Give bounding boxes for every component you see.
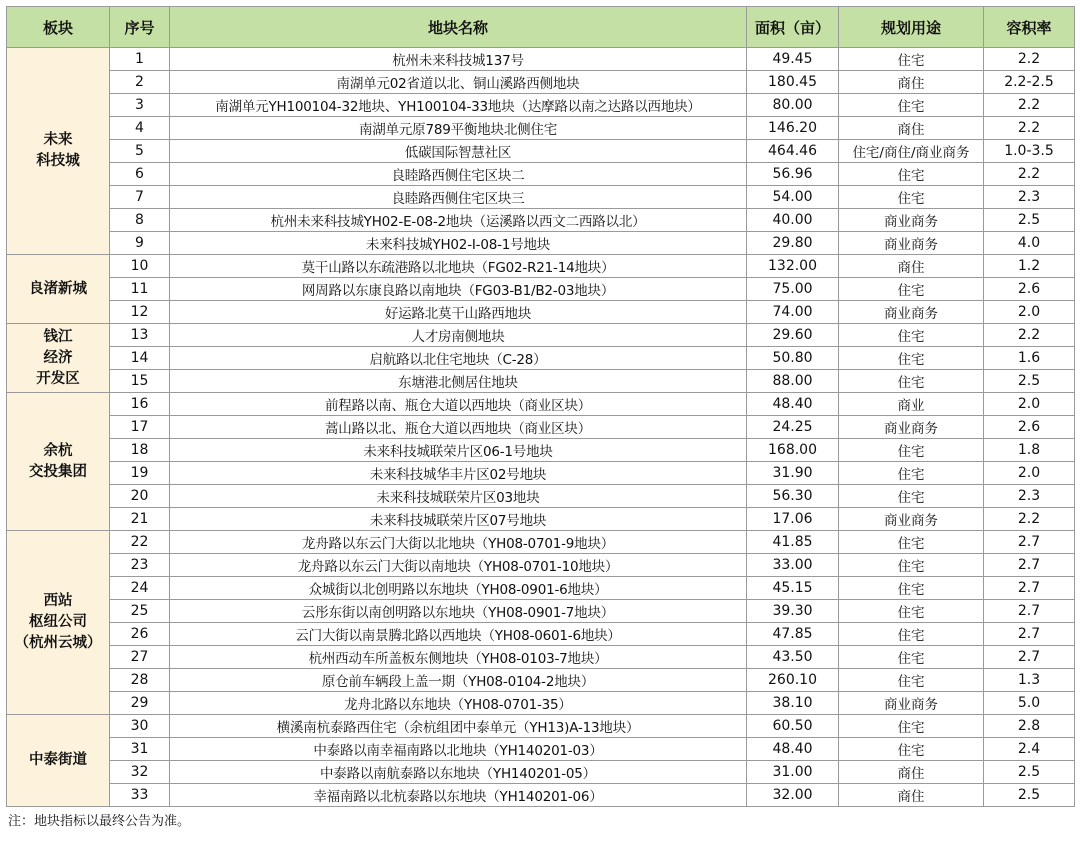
row-index: 1 (110, 48, 170, 71)
planned-use: 住宅 (839, 577, 984, 600)
area-value: 31.90 (747, 462, 839, 485)
table-row (7, 94, 1075, 117)
table-row (7, 577, 1075, 600)
table-row (7, 117, 1075, 140)
area-value: 80.00 (747, 94, 839, 117)
table-row (7, 370, 1075, 393)
plot-ratio: 2.7 (984, 577, 1075, 600)
table-row (7, 163, 1075, 186)
table-row (7, 554, 1075, 577)
footnote: 注：地块指标以最终公告为准。 (8, 814, 191, 829)
planned-use: 商业商务 (839, 508, 984, 531)
row-index: 26 (110, 623, 170, 646)
plot-ratio: 2.2 (984, 163, 1075, 186)
planned-use: 住宅 (839, 485, 984, 508)
sector-cell: 余杭 交投集团 (7, 393, 110, 531)
header-plot-ratio: 容积率 (984, 7, 1075, 48)
table-row (7, 301, 1075, 324)
parcel-name: 幸福南路以北杭泰路以东地块（YH140201-06） (170, 784, 747, 807)
table-row (7, 209, 1075, 232)
parcel-name: 云门大街以南景腾北路以西地块（YH08-0601-6地块） (170, 623, 747, 646)
parcel-name: 未来科技城YH02-I-08-1号地块 (170, 232, 747, 255)
parcel-name: 未来科技城华丰片区02号地块 (170, 462, 747, 485)
table-row (7, 738, 1075, 761)
parcel-name: 杭州未来科技城137号 (170, 48, 747, 71)
area-value: 32.00 (747, 784, 839, 807)
row-index: 16 (110, 393, 170, 416)
plot-ratio: 2.6 (984, 278, 1075, 301)
parcel-name: 众城街以北创明路以东地块（YH08-0901-6地块） (170, 577, 747, 600)
row-index: 3 (110, 94, 170, 117)
area-value: 48.40 (747, 393, 839, 416)
row-index: 15 (110, 370, 170, 393)
table-header-row (7, 7, 1075, 48)
area-value: 260.10 (747, 669, 839, 692)
area-value: 33.00 (747, 554, 839, 577)
planned-use: 商住 (839, 761, 984, 784)
plot-ratio: 1.6 (984, 347, 1075, 370)
table-row (7, 393, 1075, 416)
area-value: 40.00 (747, 209, 839, 232)
parcel-name: 人才房南侧地块 (170, 324, 747, 347)
planned-use: 住宅 (839, 669, 984, 692)
parcel-name: 南湖单元原789平衡地块北侧住宅 (170, 117, 747, 140)
planned-use: 商业商务 (839, 232, 984, 255)
area-value: 180.45 (747, 71, 839, 94)
row-index: 24 (110, 577, 170, 600)
parcel-name: 莫干山路以东疏港路以北地块（FG02-R21-14地块） (170, 255, 747, 278)
planned-use: 住宅 (839, 186, 984, 209)
parcel-name: 良睦路西侧住宅区块三 (170, 186, 747, 209)
table-row (7, 669, 1075, 692)
table-row (7, 715, 1075, 738)
sector-cell: 良渚新城 (7, 255, 110, 324)
row-index: 23 (110, 554, 170, 577)
row-index: 29 (110, 692, 170, 715)
table-row (7, 508, 1075, 531)
planned-use: 住宅 (839, 531, 984, 554)
plot-ratio: 2.5 (984, 370, 1075, 393)
area-value: 168.00 (747, 439, 839, 462)
table-row (7, 140, 1075, 163)
plot-ratio: 2.2 (984, 48, 1075, 71)
parcel-name: 未来科技城联荣片区03地块 (170, 485, 747, 508)
area-value: 48.40 (747, 738, 839, 761)
planned-use: 商住 (839, 117, 984, 140)
area-value: 45.15 (747, 577, 839, 600)
area-value: 47.85 (747, 623, 839, 646)
row-index: 19 (110, 462, 170, 485)
parcel-name: 中泰路以南航泰路以东地块（YH140201-05） (170, 761, 747, 784)
area-value: 39.30 (747, 600, 839, 623)
parcel-name: 中泰路以南幸福南路以北地块（YH140201-03） (170, 738, 747, 761)
plot-ratio: 5.0 (984, 692, 1075, 715)
plot-ratio: 2.7 (984, 600, 1075, 623)
row-index: 22 (110, 531, 170, 554)
row-index: 4 (110, 117, 170, 140)
row-index: 28 (110, 669, 170, 692)
plot-ratio: 2.2-2.5 (984, 71, 1075, 94)
table-row (7, 439, 1075, 462)
area-value: 24.25 (747, 416, 839, 439)
table-row (7, 600, 1075, 623)
row-index: 25 (110, 600, 170, 623)
area-value: 38.10 (747, 692, 839, 715)
parcel-name: 良睦路西侧住宅区块二 (170, 163, 747, 186)
plot-ratio: 2.5 (984, 761, 1075, 784)
row-index: 9 (110, 232, 170, 255)
plot-ratio: 4.0 (984, 232, 1075, 255)
plot-ratio: 2.6 (984, 416, 1075, 439)
planned-use: 商住 (839, 255, 984, 278)
area-value: 464.46 (747, 140, 839, 163)
planned-use: 住宅 (839, 623, 984, 646)
planned-use: 商业商务 (839, 209, 984, 232)
parcel-name: 前程路以南、瓶仓大道以西地块（商业区块） (170, 393, 747, 416)
parcel-name: 南湖单元02省道以北、铜山溪路西侧地块 (170, 71, 747, 94)
header-sector: 板块 (7, 7, 110, 48)
planned-use: 商业 (839, 393, 984, 416)
parcel-name: 东塘港北侧居住地块 (170, 370, 747, 393)
table-row (7, 347, 1075, 370)
area-value: 54.00 (747, 186, 839, 209)
table-row (7, 531, 1075, 554)
parcel-name: 蒿山路以北、瓶仓大道以西地块（商业区块） (170, 416, 747, 439)
parcel-name: 杭州西动车所盖板东侧地块（YH08-0103-7地块） (170, 646, 747, 669)
row-index: 8 (110, 209, 170, 232)
area-value: 31.00 (747, 761, 839, 784)
row-index: 32 (110, 761, 170, 784)
row-index: 5 (110, 140, 170, 163)
planned-use: 住宅 (839, 439, 984, 462)
row-index: 10 (110, 255, 170, 278)
planned-use: 住宅 (839, 554, 984, 577)
parcel-name: 龙舟路以东云门大街以北地块（YH08-0701-9地块） (170, 531, 747, 554)
header-parcel-name: 地块名称 (170, 7, 747, 48)
table-row (7, 71, 1075, 94)
table-row (7, 324, 1075, 347)
planned-use: 住宅 (839, 347, 984, 370)
planned-use: 住宅 (839, 738, 984, 761)
area-value: 56.96 (747, 163, 839, 186)
area-value: 43.50 (747, 646, 839, 669)
row-index: 7 (110, 186, 170, 209)
header-area: 面积（亩） (747, 7, 839, 48)
parcel-name: 龙舟北路以东地块（YH08-0701-35） (170, 692, 747, 715)
table-row (7, 784, 1075, 807)
row-index: 27 (110, 646, 170, 669)
row-index: 13 (110, 324, 170, 347)
planned-use: 住宅 (839, 324, 984, 347)
row-index: 11 (110, 278, 170, 301)
header-planned-use: 规划用途 (839, 7, 984, 48)
row-index: 20 (110, 485, 170, 508)
area-value: 75.00 (747, 278, 839, 301)
row-index: 21 (110, 508, 170, 531)
header-index: 序号 (110, 7, 170, 48)
plot-ratio: 2.7 (984, 623, 1075, 646)
plot-ratio: 2.3 (984, 186, 1075, 209)
planned-use: 住宅 (839, 370, 984, 393)
planned-use: 商住 (839, 784, 984, 807)
plot-ratio: 1.3 (984, 669, 1075, 692)
area-value: 88.00 (747, 370, 839, 393)
parcel-name: 未来科技城联荣片区06-1号地块 (170, 439, 747, 462)
parcel-name: 杭州未来科技城YH02-E-08-2地块（运溪路以西文二西路以北） (170, 209, 747, 232)
planned-use: 商住 (839, 71, 984, 94)
area-value: 50.80 (747, 347, 839, 370)
land-parcel-table (6, 6, 1075, 807)
row-index: 31 (110, 738, 170, 761)
plot-ratio: 2.2 (984, 94, 1075, 117)
planned-use: 住宅 (839, 278, 984, 301)
planned-use: 商业商务 (839, 301, 984, 324)
planned-use: 商业商务 (839, 692, 984, 715)
plot-ratio: 2.3 (984, 485, 1075, 508)
row-index: 17 (110, 416, 170, 439)
table-row (7, 232, 1075, 255)
parcel-name: 横溪南杭泰路西住宅（余杭组团中泰单元（YH13)A-13地块） (170, 715, 747, 738)
row-index: 14 (110, 347, 170, 370)
parcel-name: 原仓前车辆段上盖一期（YH08-0104-2地块） (170, 669, 747, 692)
table-row (7, 255, 1075, 278)
parcel-name: 未来科技城联荣片区07号地块 (170, 508, 747, 531)
area-value: 74.00 (747, 301, 839, 324)
parcel-name: 网周路以东康良路以南地块（FG03-B1/B2-03地块） (170, 278, 747, 301)
plot-ratio: 2.0 (984, 393, 1075, 416)
plot-ratio: 1.0-3.5 (984, 140, 1075, 163)
area-value: 132.00 (747, 255, 839, 278)
parcel-name: 低碳国际智慧社区 (170, 140, 747, 163)
planned-use: 商业商务 (839, 416, 984, 439)
planned-use: 住宅/商住/商业商务 (839, 140, 984, 163)
table-row (7, 278, 1075, 301)
plot-ratio: 2.8 (984, 715, 1075, 738)
parcel-name: 启航路以北住宅地块（C-28） (170, 347, 747, 370)
plot-ratio: 2.7 (984, 531, 1075, 554)
plot-ratio: 2.2 (984, 117, 1075, 140)
area-value: 146.20 (747, 117, 839, 140)
area-value: 56.30 (747, 485, 839, 508)
table-row (7, 623, 1075, 646)
area-value: 17.06 (747, 508, 839, 531)
planned-use: 住宅 (839, 715, 984, 738)
row-index: 12 (110, 301, 170, 324)
table-row (7, 462, 1075, 485)
table-row (7, 48, 1075, 71)
table-row (7, 485, 1075, 508)
area-value: 60.50 (747, 715, 839, 738)
table-row (7, 692, 1075, 715)
parcel-name: 好运路北莫干山路西地块 (170, 301, 747, 324)
plot-ratio: 2.0 (984, 462, 1075, 485)
row-index: 2 (110, 71, 170, 94)
planned-use: 住宅 (839, 48, 984, 71)
plot-ratio: 1.2 (984, 255, 1075, 278)
table-row (7, 761, 1075, 784)
plot-ratio: 2.5 (984, 209, 1075, 232)
plot-ratio: 2.7 (984, 554, 1075, 577)
table-row (7, 186, 1075, 209)
row-index: 30 (110, 715, 170, 738)
parcel-name: 云彤东街以南创明路以东地块（YH08-0901-7地块） (170, 600, 747, 623)
planned-use: 住宅 (839, 163, 984, 186)
sector-cell: 中泰街道 (7, 715, 110, 807)
area-value: 29.80 (747, 232, 839, 255)
plot-ratio: 2.7 (984, 646, 1075, 669)
plot-ratio: 2.2 (984, 324, 1075, 347)
planned-use: 住宅 (839, 600, 984, 623)
parcel-name: 南湖单元YH100104-32地块、YH100104-33地块（达摩路以南之达路以西地块） (170, 94, 747, 117)
table-row (7, 416, 1075, 439)
sector-cell: 钱江 经济 开发区 (7, 324, 110, 393)
parcel-name: 龙舟路以东云门大街以南地块（YH08-0701-10地块） (170, 554, 747, 577)
plot-ratio: 2.4 (984, 738, 1075, 761)
sector-cell: 西站 枢纽公司 （杭州云城） (7, 531, 110, 715)
plot-ratio: 2.0 (984, 301, 1075, 324)
table-row (7, 646, 1075, 669)
row-index: 33 (110, 784, 170, 807)
sector-cell: 未来 科技城 (7, 48, 110, 255)
row-index: 18 (110, 439, 170, 462)
plot-ratio: 2.5 (984, 784, 1075, 807)
plot-ratio: 1.8 (984, 439, 1075, 462)
plot-ratio: 2.2 (984, 508, 1075, 531)
planned-use: 住宅 (839, 94, 984, 117)
planned-use: 住宅 (839, 462, 984, 485)
row-index: 6 (110, 163, 170, 186)
area-value: 29.60 (747, 324, 839, 347)
table-body (7, 48, 1075, 807)
land-parcel-table-container (6, 6, 1074, 829)
area-value: 41.85 (747, 531, 839, 554)
area-value: 49.45 (747, 48, 839, 71)
planned-use: 住宅 (839, 646, 984, 669)
